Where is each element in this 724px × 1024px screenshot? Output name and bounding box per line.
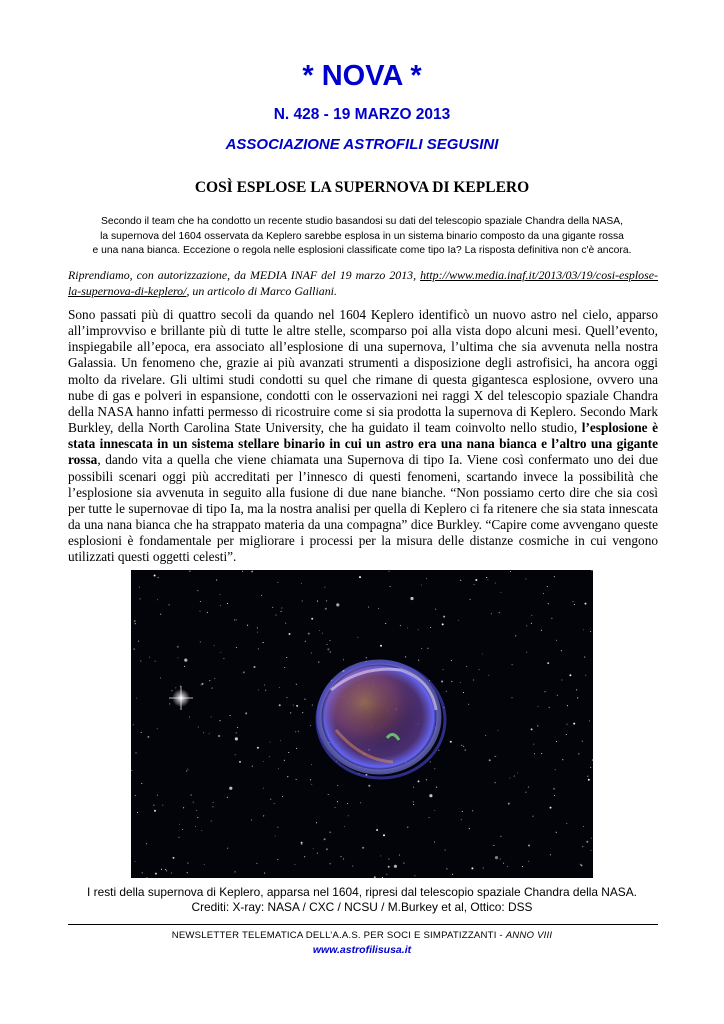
- issue-number-date: N. 428 - 19 MARZO 2013: [273, 106, 451, 123]
- supernova-remnant-image: [131, 570, 593, 878]
- summary-line: e una nana bianca. Eccezione o regola nelle esplosioni classificate come tipo Ia? La risposta definitiva non c'è ancora.: [92, 245, 632, 257]
- article-body: [68, 307, 658, 566]
- footer-year: ANNO VIII: [505, 930, 553, 941]
- caption-line: I resti della supernova di Keplero, apparsa nel 1604, ripresi dal telescopio spaziale Chandra della NASA.: [87, 885, 637, 899]
- body-paragraph-part: Sono passati più di quattro secoli da quando nel 1604 Keplero identificò un nuovo astro nel cielo, apparso all’improvviso e brillante più di tutte le altre stelle, scomparso poi alla vista dopo alcuni mesi. Quell’evento, inspiegabile all’epoca, era associato all’esplosione di una supernova, l’ultima che sia avvenuta nella nostra Galassia. Un fenomeno che, grazie ai più avanzati strumenti a disposizione degli astrofisici, ha ancora oggi molto da rivelare. Gli ultimi studi condotti su quel che rimane di questa gigantesca esplosione, ovvero una nube di gas e polveri in espansione, condotti con le osservazioni nei raggi X del telescopio spaziale Chandra della NASA hanno infatti permesso di ricostruire come si sia prodotta la supernova di Keplero. Secondo Mark Burkley, della North Carolina State University, che ha guidato il team coinvolto nello studio,: [68, 307, 658, 436]
- association-name: ASSOCIAZIONE ASTROFILI SEGUSINI: [225, 136, 499, 153]
- summary-line: la supernova del 1604 osservata da Keplero sarebbe esplosa in un sistema binario composto da una gigante rossa: [100, 230, 624, 242]
- credit-suffix: , un articolo di Marco Galliani.: [186, 284, 337, 298]
- newsletter-title: * NOVA *: [302, 60, 422, 92]
- footer-newsletter-line: [0, 930, 724, 941]
- article-title: COSÌ ESPLOSE LA SUPERNOVA DI KEPLERO: [194, 179, 530, 196]
- footer-divider: [68, 924, 658, 925]
- article-summary: [75, 215, 649, 259]
- body-paragraph-part: , dando vita a quella che viene chiamata una Supernova di tipo Ia. Viene così confermato uno dei due possibili scenari oggi più accreditati per l’innesco di questi fenomeni, scartando invece la possibilità che l’esplosione sia avvenuta in seguito alla fusione di due nane bianche. “Non possiamo certo dire che sia così per tutte le supernovae di tipo Ia, ma la nostra analisi per quella di Keplero ci fa ritenere che sia stata innescata da una nana bianca che ha strappato materia da una compagna” dice Burkley. “Capire come avvengano queste esplosioni è fondamentale per migliorare i processi per la misura delle distanze cosmiche in cui vengono utilizzati questi oggetti celesti”.: [68, 452, 658, 565]
- summary-line: Secondo il team che ha condotto un recente studio basandosi su dati del telescopio spaziale Chandra della NASA,: [100, 216, 624, 227]
- body-highlight: l’esplosione è stata innescata in un sistema stellare binario in cui un astro era una nana bianca e l’altro una gigante rossa: [68, 420, 658, 468]
- caption-credits: Crediti: X-ray: NASA / CXC / NCSU / M.Burkey et al, Ottico: DSS: [191, 899, 533, 914]
- footer-website-link[interactable]: www.astrofilisusa.it: [312, 944, 412, 956]
- source-credit: [68, 267, 658, 299]
- source-link[interactable]: http://www.media.inaf.it/2013/03/19/cosi-esplose-la-supernova-di-keplero/: [68, 268, 658, 298]
- footer-newsletter-label: NEWSLETTER TELEMATICA DELL’A.A.S. PER SOCI E SIMPATIZZANTI -: [171, 930, 506, 941]
- image-caption: [0, 885, 724, 914]
- credit-prefix: Riprendiamo, con autorizzazione, da MEDIA INAF del 19 marzo 2013,: [68, 268, 421, 282]
